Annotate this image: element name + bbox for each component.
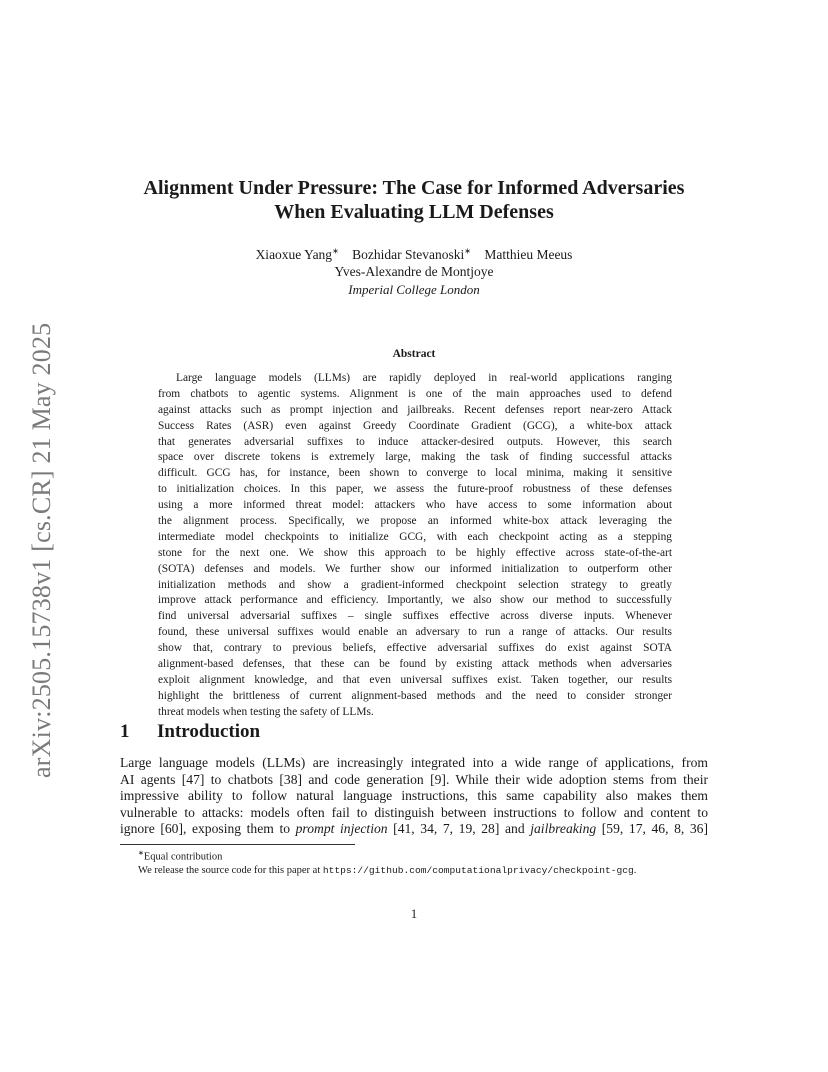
abstract-line: against attacks such as prompt injection and jailbreaks. Recent defenses report near-zero Attack [158, 403, 672, 416]
page-number: 1 [410, 907, 418, 921]
term-prompt-injection: prompt injection [295, 821, 388, 837]
section-number: 1 [120, 721, 130, 742]
abstract-line: improve attack performance and efficiency. Importantly, we also show our method to successfully [158, 594, 672, 607]
term-jailbreaking: jailbreaking [530, 821, 597, 837]
abstract-line: show that, contrary to previous beliefs, effective adversarial suffixes do exist against SOTA [158, 642, 672, 655]
abstract-line: using a more informed threat model: attackers who have access to some information about [158, 499, 672, 512]
abstract-heading: Abstract [392, 348, 436, 360]
abstract-line: Large language models (LLMs) are rapidly deployed in real-world applications ranging [176, 372, 672, 384]
equal-contribution-mark: ∗ [464, 246, 471, 255]
author-name: Yves-Alexandre de Montjoye [334, 263, 494, 279]
abstract-line: initialization methods and show a gradient-informed checkpoint selection strategy to greatly [158, 578, 672, 591]
abstract-line: Success Rates (ASR) even against Greedy Coordinate Gradient (GCG), a white-box attack [158, 419, 672, 432]
section-heading [120, 720, 520, 744]
introduction-paragraph [120, 755, 708, 838]
abstract-line: space over discrete tokens is extremely large, making the task of finding successful attacks [158, 451, 672, 464]
author-affiliation: Imperial College London [348, 282, 480, 297]
abstract-line: difficult. GCG has, for instance, been shown to converge to local minima, making it sensitive [158, 467, 672, 480]
abstract-line: alignment-based defenses, that these can be found by existing attack methods when adversaries [158, 658, 672, 671]
abstract-line: threat models when testing the safety of LLMs. [158, 705, 374, 718]
abstract-line: the alignment process. Specifically, we propose an informed white-box attack leveraging the [158, 515, 672, 528]
footnote-divider [120, 844, 355, 845]
paragraph-line: vulnerable to attacks: models often fail to distinguish between instructions to follow and content to [120, 804, 708, 820]
paper-title [110, 176, 718, 224]
footnote-code-release: We release the source code for this paper at https://github.com/computationalprivacy/checkpoint-gcg. [138, 865, 637, 876]
author-name: Xiaoxue Yang∗ [255, 246, 339, 262]
paragraph-line: AI agents [47] to chatbots [38] and code generation [9]. While their wide adoption stems from their [120, 771, 708, 787]
abstract-body [158, 371, 672, 721]
author-name: Matthieu Meeus [484, 246, 573, 262]
abstract-line: (SOTA) defenses and models. We further show our informed initialization to outperform other [158, 562, 672, 575]
paragraph-line: Large language models (LLMs) are increasingly integrated into a wide range of applications, from [120, 755, 708, 770]
abstract-line: highlight the brittleness of current alignment-based methods and the need to consider stronger [158, 689, 672, 702]
title-line-2: When Evaluating LLM Defenses [274, 201, 554, 223]
abstract-line: find universal adversarial suffixes – single suffixes effective across diverse inputs. Whenever [158, 610, 672, 623]
abstract-line: intermediate model checkpoints to initialize GCG, with each checkpoint acting as a stepping [158, 530, 672, 543]
footnote-equal-contribution: ∗Equal contribution [138, 849, 223, 863]
abstract-line: from chatbots to agentic systems. Alignment is one of the main approaches used to defend [158, 387, 672, 400]
abstract-line: exploit alignment knowledge, and that even universal suffixes exist. Taken together, our results [158, 673, 672, 686]
paragraph-line: impressive ability to follow natural language instructions, this same capability also makes them [120, 788, 708, 804]
author-list [110, 242, 718, 280]
author-name: Bozhidar Stevanoski∗ [352, 246, 471, 262]
author-row-2 [110, 263, 718, 280]
abstract-line: that generates adversarial suffixes to induce attacker-desired outputs. However, this search [158, 435, 672, 448]
section-title: Introduction [157, 721, 261, 742]
title-line-1: Alignment Under Pressure: The Case for Informed Adversaries [143, 177, 685, 199]
author-row-1 [110, 242, 718, 263]
paragraph-line: ignore [60], exposing them to prompt injection [41, 34, 7, 19, 28] and jailbreaking [59, 17, 46, 8, 36] [120, 821, 708, 837]
abstract-line: to initialization choices. In this paper, we assess the future-proof robustness of these defenses [158, 483, 672, 496]
arxiv-identifier-stamp: arXiv:2505.15738v1 [cs.CR] 21 May 2025 [27, 322, 56, 778]
abstract-line: found, these universal suffixes would enable an adversary to run a range of attacks. Our results [158, 626, 672, 639]
equal-contribution-mark: ∗ [332, 246, 339, 255]
footnotes [138, 847, 718, 878]
abstract-line: stone for the next one. We show this approach to be highly effective across state-of-the-art [158, 546, 672, 559]
source-code-link[interactable]: https://github.com/computationalprivacy/checkpoint-gcg [322, 865, 634, 876]
